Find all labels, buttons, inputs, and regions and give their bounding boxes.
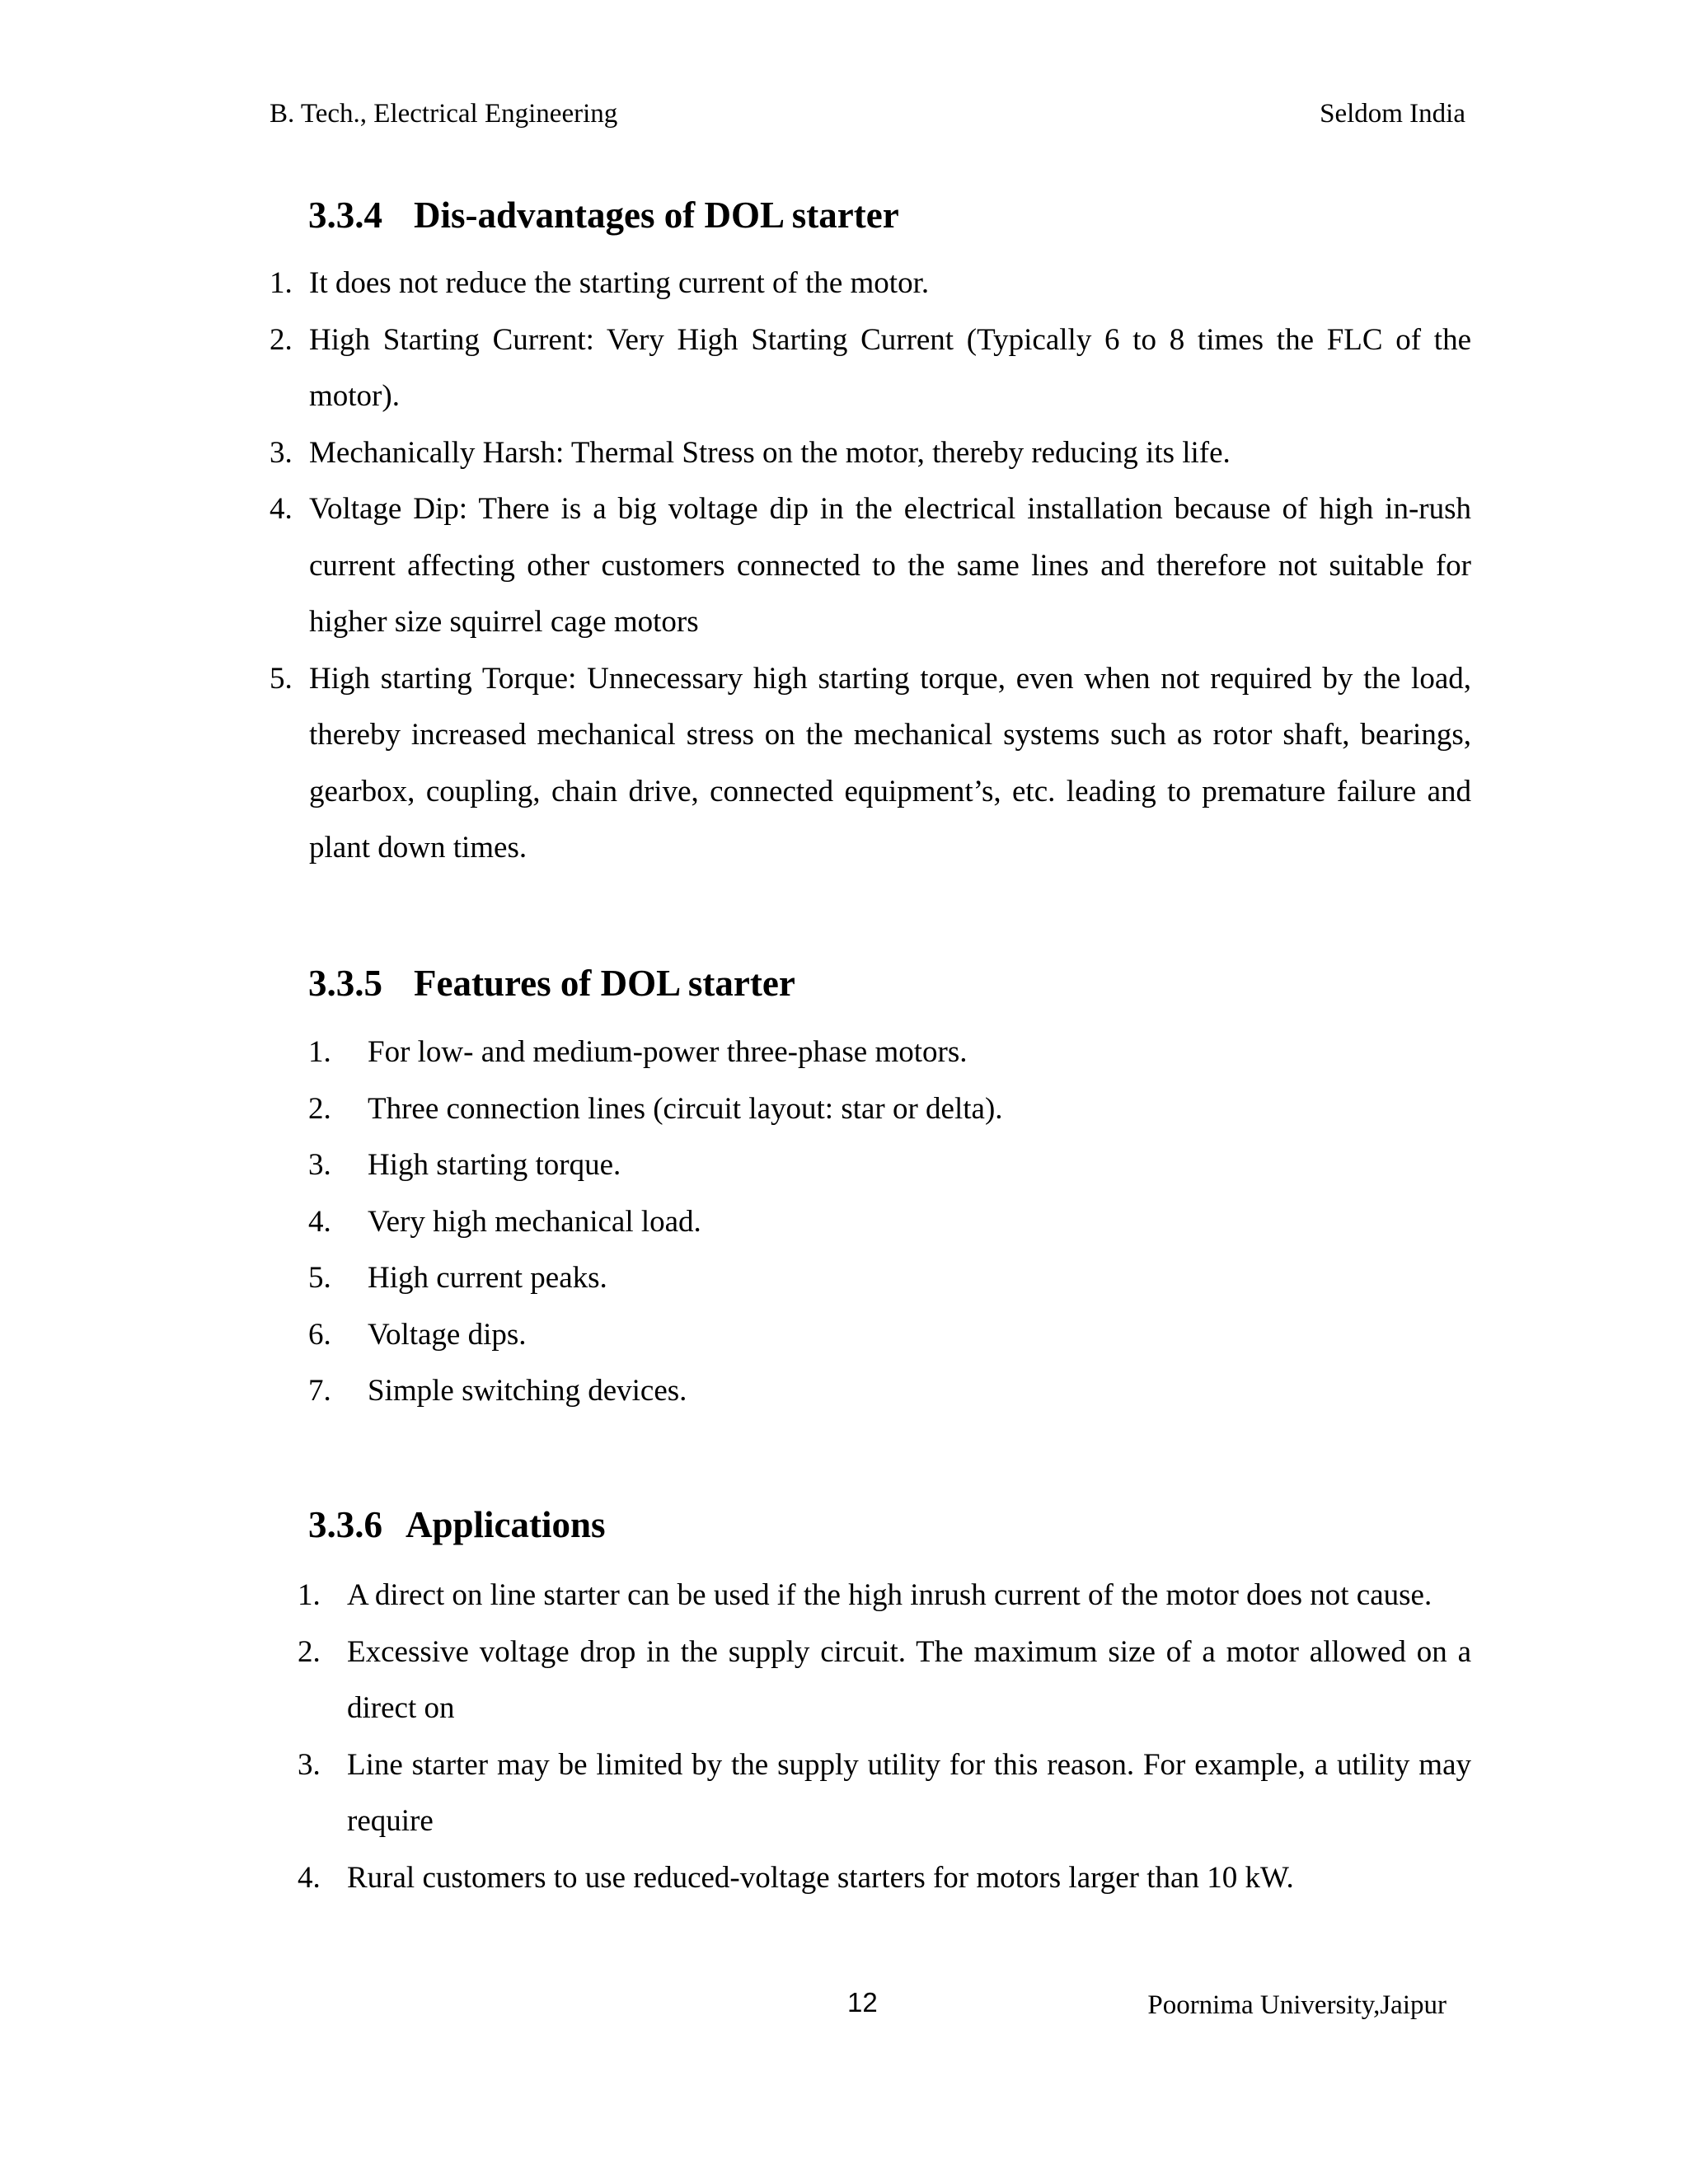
- list-item-text: High current peaks.: [368, 1261, 607, 1295]
- list-item-number: 3.: [270, 435, 293, 470]
- applications-list: [298, 1568, 1471, 1906]
- list-item: [308, 1081, 1297, 1138]
- list-item: [298, 1568, 1471, 1624]
- list-item-number: 4.: [298, 1860, 321, 1895]
- list-item-number: 2.: [270, 322, 293, 357]
- list-item-text: High starting Torque: Unnecessary high starting torque, even when not required by the load, thereby increased mechanical stress on the mechanical systems such as rotor shaft, bearings, gearbox, coupling, chain drive, connected equipment’s, etc. leading to premature failure and plant down times.: [309, 661, 1471, 865]
- page-number: 12: [847, 1987, 878, 2018]
- list-item-number: 2.: [308, 1091, 331, 1126]
- list-item-text: Excessive voltage drop in the supply circuit. The maximum size of a motor allowed on a direct on: [347, 1634, 1471, 1725]
- list-item: [298, 1624, 1471, 1737]
- section-heading-applications: [308, 1502, 606, 1547]
- features-list: [308, 1024, 1297, 1420]
- section-title: Dis-advantages of DOL starter: [414, 194, 899, 236]
- section-heading-features: [308, 961, 795, 1005]
- list-item-text: Rural customers to use reduced-voltage starters for motors larger than 10 kW.: [347, 1860, 1294, 1895]
- list-item: [270, 481, 1471, 651]
- list-item: [308, 1137, 1297, 1194]
- list-item-number: 3.: [298, 1747, 321, 1782]
- list-item-number: 7.: [308, 1374, 331, 1408]
- list-item-number: 1.: [270, 266, 293, 300]
- list-item: [298, 1737, 1471, 1850]
- section-number: 3.3.5: [308, 963, 382, 1004]
- list-item-number: 3.: [308, 1148, 331, 1182]
- list-item-text: For low- and medium-power three-phase motors.: [368, 1035, 968, 1069]
- list-item-number: 4.: [270, 492, 293, 526]
- list-item-number: 5.: [308, 1261, 331, 1295]
- list-item-number: 4.: [308, 1204, 331, 1239]
- list-item-number: 1.: [298, 1578, 321, 1612]
- list-item-text: It does not reduce the starting current of the motor.: [309, 266, 930, 300]
- list-item-text: Very high mechanical load.: [368, 1204, 701, 1239]
- list-item-text: High Starting Current: Very High Starting Current (Typically 6 to 8 times the FLC of the motor).: [309, 322, 1471, 413]
- header-course: B. Tech., Electrical Engineering: [270, 99, 618, 129]
- list-item-number: 5.: [270, 661, 293, 696]
- list-item-text: A direct on line starter can be used if the high inrush current of the motor does not cause.: [347, 1578, 1432, 1612]
- list-item-text: Mechanically Harsh: Thermal Stress on the motor, thereby reducing its life.: [309, 435, 1231, 470]
- list-item-text: Simple switching devices.: [368, 1374, 687, 1408]
- section-title: Applications: [406, 1504, 606, 1545]
- list-item: [308, 1363, 1297, 1420]
- list-item-number: 6.: [308, 1317, 331, 1352]
- section-heading-disadvantages: [308, 193, 899, 237]
- list-item: [298, 1850, 1471, 1907]
- list-item: [308, 1307, 1297, 1364]
- list-item: [270, 651, 1471, 877]
- list-item-text: Voltage dips.: [368, 1317, 527, 1352]
- disadvantages-list: [270, 255, 1471, 877]
- section-number: 3.3.6: [308, 1504, 382, 1545]
- list-item-number: 1.: [308, 1035, 331, 1069]
- list-item-text: Line starter may be limited by the supply utility for this reason. For example, a utility may require: [347, 1747, 1471, 1838]
- list-item-text: Three connection lines (circuit layout: star or delta).: [368, 1091, 1003, 1126]
- list-item-text: Voltage Dip: There is a big voltage dip in the electrical installation because of high in-rush current affecting other customers connected to the same lines and therefore not suitable for higher size squirrel cage motors: [309, 492, 1471, 639]
- list-item: [270, 425, 1471, 482]
- list-item: [308, 1024, 1297, 1081]
- list-item-text: High starting torque.: [368, 1148, 621, 1182]
- list-item: [308, 1250, 1297, 1307]
- list-item: [270, 255, 1471, 312]
- footer-institution: Poornima University,Jaipur: [1147, 1990, 1447, 2020]
- list-item: [308, 1194, 1297, 1251]
- section-number: 3.3.4: [308, 194, 382, 236]
- list-item: [270, 312, 1471, 425]
- section-title: Features of DOL starter: [414, 963, 795, 1004]
- header-company: Seldom India: [1320, 99, 1465, 129]
- list-item-number: 2.: [298, 1634, 321, 1669]
